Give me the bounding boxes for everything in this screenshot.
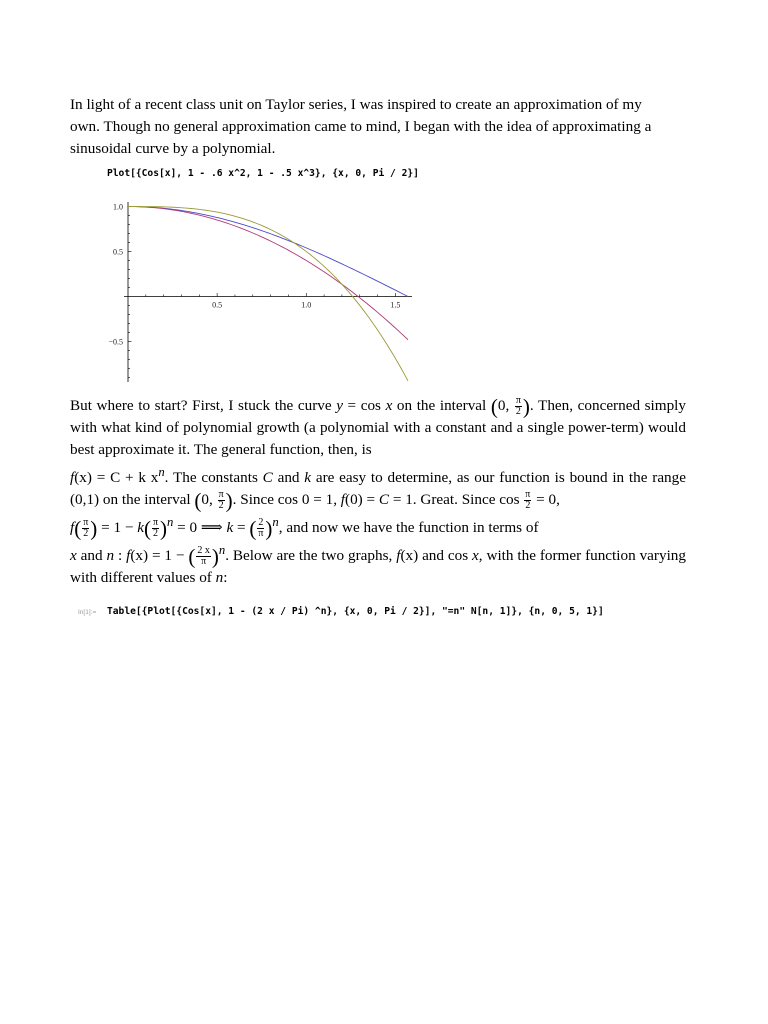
x-tick-label: 1.0 xyxy=(301,300,312,310)
y-tick-label: −0.5 xyxy=(108,337,123,347)
series-curve-1 xyxy=(128,207,408,297)
plot-command-code: Plot[{Cos[x], 1 - .6 x^2, 1 - .5 x^3}, {x, 0, Pi / 2}] xyxy=(107,168,419,179)
pi-over-2-fraction: $\frac{\pi}{2}$ xyxy=(515,395,521,418)
y-tick-label: 1.0 xyxy=(113,202,123,212)
input-cell-label: In[1]:= xyxy=(78,609,97,616)
intro-line: In light of a recent class unit on Taylor series, I was inspired to create an approximation of my xyxy=(70,96,642,113)
table-command-code: Table[{Plot[{Cos[x], 1 - (2 x / Pi) ^n}, {x, 0, Pi / 2}], "=n" N[n, 1]}, {n, 0, 5, 1}] xyxy=(107,606,604,617)
intro-line: own. Though no general approximation came to mind, I began with the idea of approximating a xyxy=(70,118,652,135)
intro-line: sinusoidal curve by a polynomial. xyxy=(70,140,276,157)
intro-paragraph xyxy=(70,94,686,160)
y-tick-label: 0.5 xyxy=(113,247,123,257)
derivation-paragraph: But where to start? First, I stuck the curve y = cos x on the interval (0, $\frac{\pi}{2}$ ). Then, concerned simply with what kind of polynomial growth (a polynomial with a constant and a single power-term) would best approximate it. The general function, then, is f(x) = C + k $x^n$. The constants C and k are easy to determine, as our function is bound in the range (0,1) on the interval (0, $\frac{\pi}{2}$ ). Since cos 0 = 1, f(0) = C = 1. Great. Since cos $\frac{\pi}{2}$ = 0, f( $\frac{\pi}{2}$ ) = 1 − k( $\frac{\pi}{2}$ )$^n$ = 0 ⟹ k = ( $\frac{2}{\pi}$ )$^n$, and now we have the function in terms of x and n : f(x) = 1 − ( $\frac{2 x}{\pi}$ )$^n$. Below are the two graphs, f(x) and cos x, with the former function varying with different values of n: xyxy=(70,394,686,587)
x-tick-label: 1.5 xyxy=(390,300,401,310)
series-curve-2 xyxy=(128,207,408,340)
cos-approximation-chart xyxy=(100,196,420,386)
x-tick-label: 0.5 xyxy=(212,300,223,310)
